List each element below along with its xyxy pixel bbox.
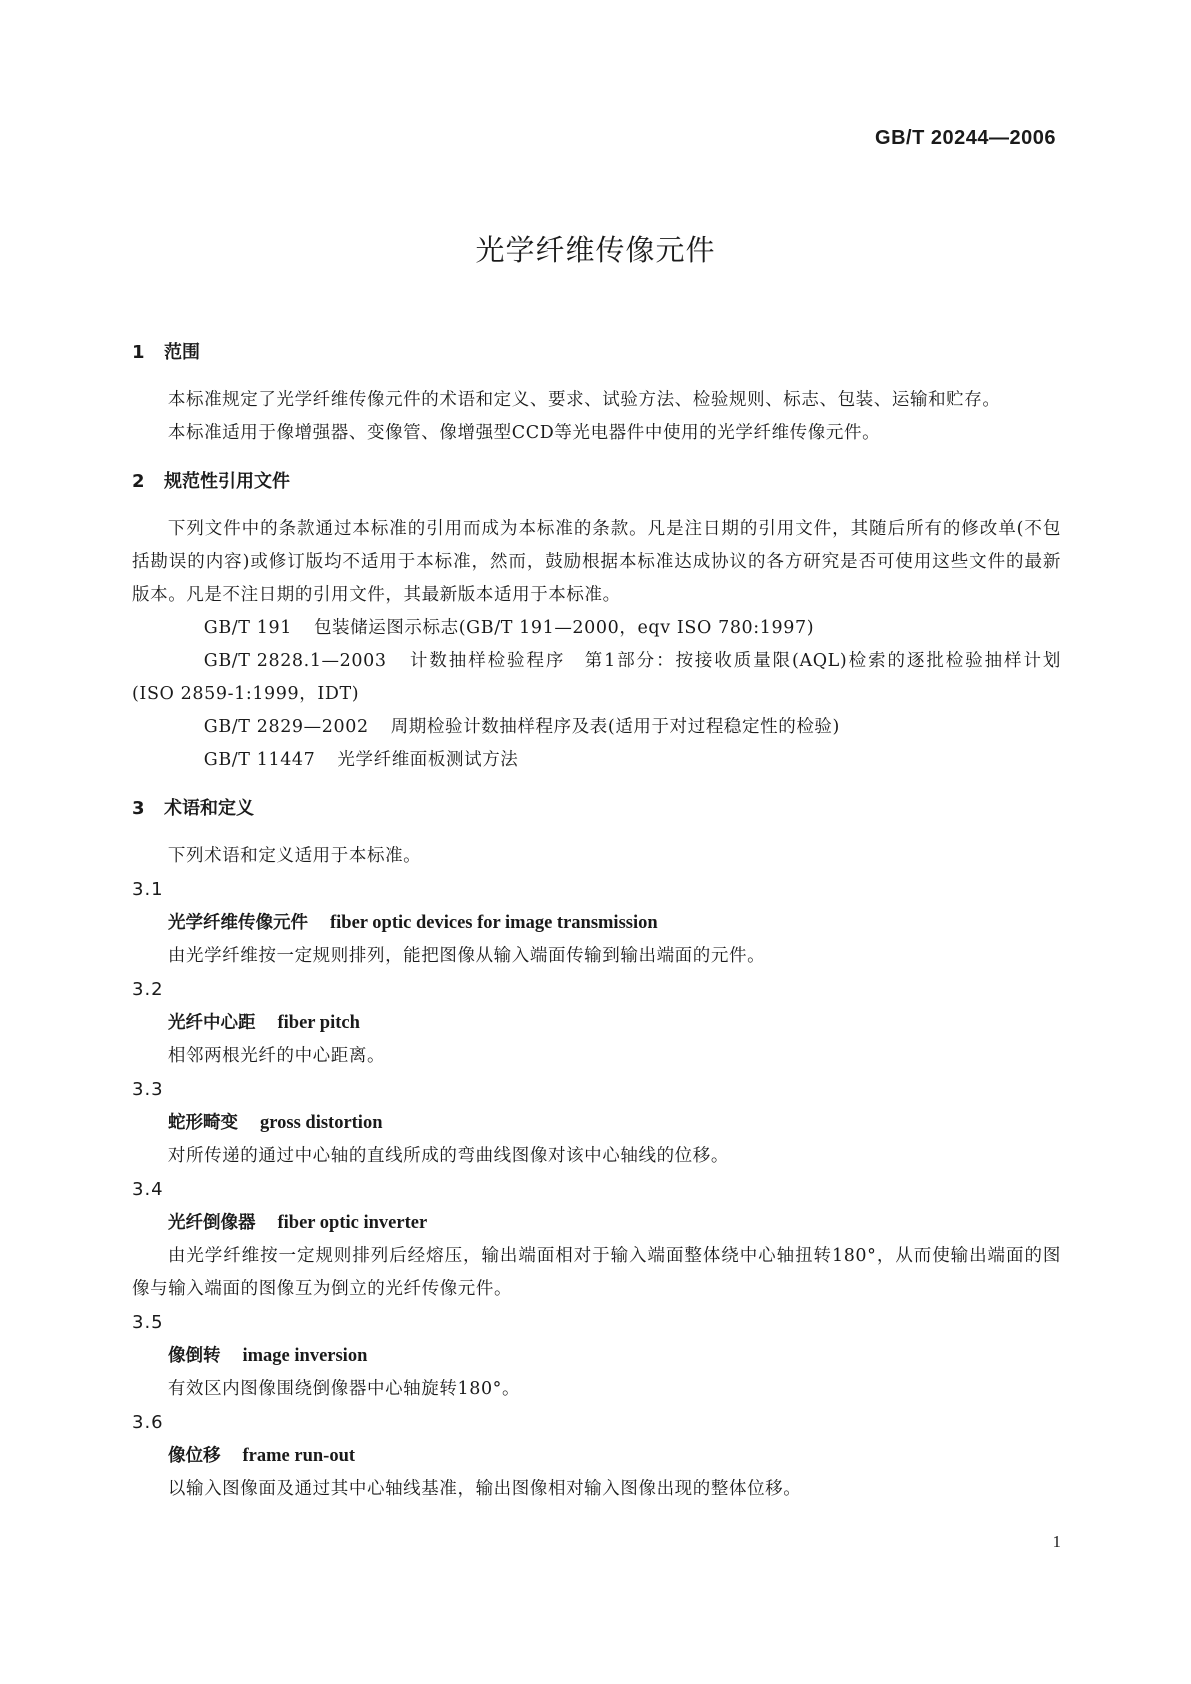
term-number: 3.2 [132, 979, 164, 1000]
term-name [132, 1439, 1061, 1473]
term-name-en: frame run-out [242, 1446, 356, 1466]
term-definition: 相邻两根光纤的中心距离。 [167, 1046, 386, 1066]
document-body [132, 336, 1061, 1506]
reference-title: 计数抽样检验程序 第1部分：按接收质量限(AQL)检索的逐批检验抽样计划(ISO 2859-1:1999，IDT) [132, 651, 1061, 704]
term-name-zh: 光纤中心距 [168, 1013, 256, 1033]
reference-title: 包装储运图示标志(GB/T 191—2000，eqv ISO 780:1997) [313, 618, 815, 638]
standard-number [875, 127, 1056, 150]
reference-title: 周期检验计数抽样程序及表(适用于对过程稳定性的检验) [390, 717, 840, 737]
paragraph: 下列文件中的条款通过本标准的引用而成为本标准的条款。凡是注日期的引用文件，其随后所有的修改单(不包括勘误的内容)或修订版均不适用于本标准，然而，鼓励根据本标准达成协议的各方研究是否可使用这些文件的最新版本。凡是不注日期的引用文件，其最新版本适用于本标准。 [132, 519, 1061, 605]
document-title: 光学纤维传像元件 [475, 233, 716, 267]
reference-title: 光学纤维面板测试方法 [337, 750, 519, 770]
term-number: 3.1 [132, 879, 164, 900]
section-heading-2 [132, 465, 1061, 498]
term-definition: 以输入图像面及通过其中心轴线基准，输出图像相对输入图像出现的整体位移。 [167, 1479, 802, 1499]
section-number: 2 [132, 471, 145, 492]
term-name-zh: 光纤倒像器 [168, 1213, 256, 1233]
reference-item [132, 645, 1061, 711]
term-number: 3.4 [132, 1179, 164, 1200]
standard-code: 20244—2006 [930, 127, 1056, 149]
reference-code: GB/T 11447 [203, 750, 316, 770]
term-name [132, 1106, 1061, 1140]
reference-code: GB/T 2828.1—2003 [203, 651, 387, 671]
section-heading-3 [132, 792, 1061, 825]
paragraph: 下列术语和定义适用于本标准。 [167, 846, 422, 866]
section-title: 规范性引用文件 [164, 471, 290, 492]
reference-code: GB/T 2829—2002 [203, 717, 369, 737]
term-definition: 由光学纤维按一定规则排列后经熔压，输出端面相对于输入端面整体绕中心轴扭转180°，从而使输出端面的图像与输入端面的图像互为倒立的光纤传像元件。 [132, 1246, 1061, 1299]
section-heading-1 [132, 336, 1061, 369]
term-name-en: fiber optic devices for image transmission [330, 913, 658, 933]
reference-item [132, 711, 1061, 744]
term-definition: 有效区内图像围绕倒像器中心轴旋转180°。 [167, 1379, 521, 1399]
reference-item [132, 612, 1061, 645]
section-number: 1 [132, 342, 145, 363]
term-name [132, 1206, 1061, 1240]
term-name-en: fiber optic inverter [277, 1213, 428, 1233]
page-number: 1 [1052, 1532, 1061, 1551]
term-definition: 对所传递的通过中心轴的直线所成的弯曲线图像对该中心轴线的位移。 [167, 1146, 729, 1166]
section-title: 范围 [164, 342, 200, 363]
reference-code: GB/T 191 [203, 618, 292, 638]
section-number: 3 [132, 798, 145, 819]
term-number: 3.3 [132, 1079, 164, 1100]
term-name-zh: 光学纤维传像元件 [168, 913, 308, 933]
term-name-en: fiber pitch [277, 1013, 360, 1033]
term-name-zh: 蛇形畸变 [168, 1113, 238, 1133]
section-title: 术语和定义 [164, 798, 254, 819]
term-name-zh: 像倒转 [168, 1346, 221, 1366]
standard-prefix: GB/T [875, 127, 925, 149]
reference-item [132, 744, 1061, 777]
paragraph: 本标准规定了光学纤维传像元件的术语和定义、要求、试验方法、检验规则、标志、包装、运输和贮存。 [167, 390, 1001, 410]
term-name-en: gross distortion [260, 1113, 383, 1133]
term-definition: 由光学纤维按一定规则排列，能把图像从输入端面传输到输出端面的元件。 [167, 946, 766, 966]
term-name [132, 1339, 1061, 1373]
term-name [132, 1006, 1061, 1040]
term-name-zh: 像位移 [168, 1446, 221, 1466]
term-name [132, 906, 1061, 940]
paragraph: 本标准适用于像增强器、变像管、像增强型CCD等光电器件中使用的光学纤维传像元件。 [167, 423, 881, 443]
term-name-en: image inversion [242, 1346, 368, 1366]
term-number: 3.6 [132, 1412, 164, 1433]
term-number: 3.5 [132, 1312, 164, 1333]
